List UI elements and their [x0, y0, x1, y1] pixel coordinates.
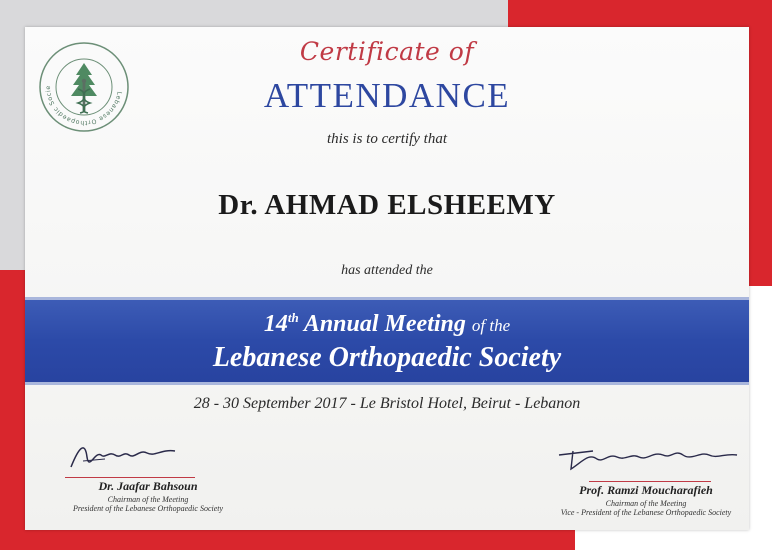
meeting-banner	[25, 297, 749, 385]
signatory-left-role: Chairman of the Meeting	[107, 495, 189, 504]
seal-text: Lebanese Orthopaedic Socie	[44, 85, 123, 127]
recipient-name: Dr. AHMAD ELSHEEMY	[218, 189, 556, 221]
signatory-right-org: Vice - President of the Lebanese Orthopaedic Society	[560, 508, 732, 517]
meeting-title: Annual Meeting	[303, 311, 466, 337]
signature-left-icon	[65, 437, 185, 473]
signatory-left-org: President of the Lebanese Orthopaedic Society	[72, 504, 224, 513]
certificate-title-script: Certificate of	[299, 37, 475, 66]
signature-block-left	[43, 437, 253, 527]
signature-block-right	[543, 441, 749, 530]
certify-line: this is to certify that	[327, 131, 447, 147]
certificate-title: ATTENDANCE	[263, 76, 511, 115]
meeting-of: of the	[471, 316, 511, 335]
signature-right-icon	[553, 441, 743, 475]
event-details: 28 - 30 September 2017 - Le Bristol Hotel, Beirut - Lebanon	[193, 395, 581, 412]
signatory-right-role: Chairman of the Meeting	[605, 499, 687, 508]
signature-rule-left	[65, 477, 195, 478]
meeting-suffix: th	[287, 310, 299, 325]
signatory-right-name: Prof. Ramzi Moucharafieh	[579, 483, 713, 497]
meeting-title-line	[25, 310, 749, 338]
certificate-paper	[25, 27, 749, 530]
white-margin-right	[748, 286, 772, 550]
signature-rule-right	[589, 481, 711, 482]
attended-line: has attended the	[341, 263, 433, 278]
society-name: Lebanese Orthopaedic Society	[212, 342, 562, 373]
signatory-left-name: Dr. Jaafar Bahsoun	[98, 479, 198, 493]
white-margin-bottom	[575, 530, 772, 550]
meeting-number: 14	[263, 311, 288, 337]
